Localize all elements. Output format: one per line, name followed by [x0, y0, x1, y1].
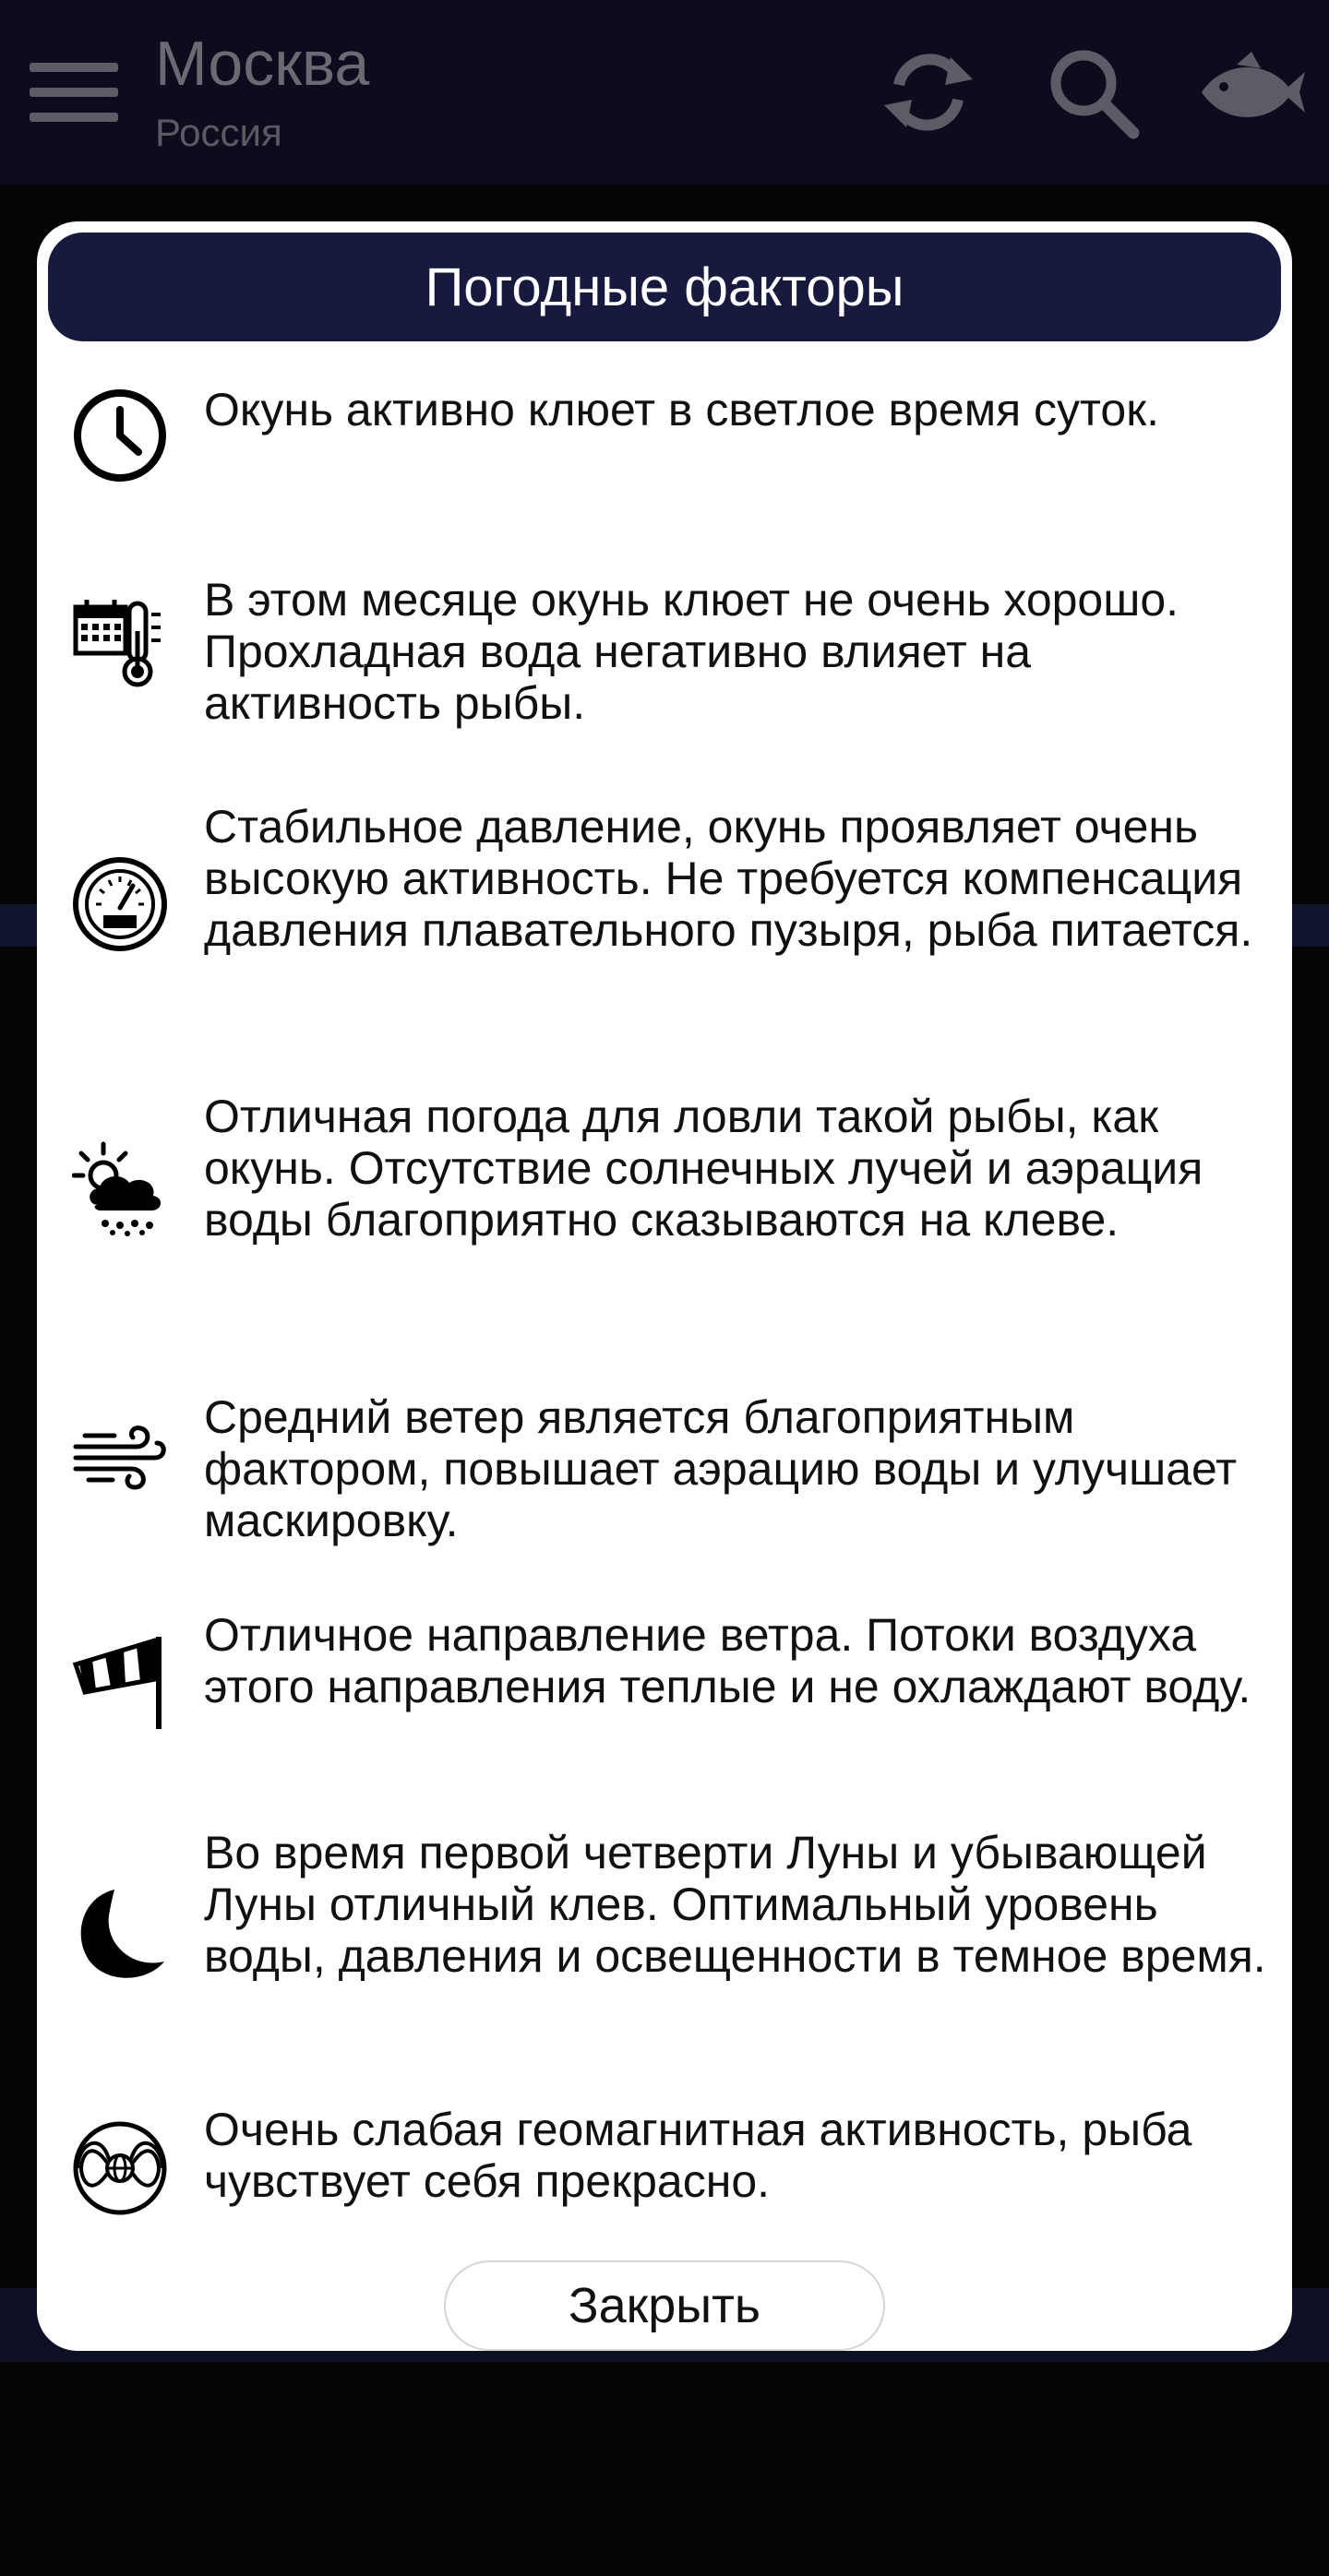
app-bar [0, 0, 1329, 185]
factor-text: Окунь активно клюет в светлое время суток. [204, 384, 1159, 435]
clock-icon [72, 388, 168, 483]
barometer-icon [72, 856, 168, 952]
geomagnetic-icon [72, 2120, 168, 2216]
factor-text: Отличная погода для ловли такой рыбы, как окунь. Отсутствие солнечных лучей и аэрация воды благоприятно сказываются на клеве. [204, 1091, 1203, 1246]
factor-text: Отличное направление ветра. Потоки воздуха этого направления теплые и не охлаждают воду. [204, 1609, 1251, 1712]
hamburger-menu-icon[interactable] [30, 63, 118, 122]
city-name: Москва [155, 29, 370, 99]
factor-text: Очень слабая геомагнитная активность, рыба чувствует себя прекрасно. [204, 2104, 1192, 2207]
calendar-thermometer-icon [72, 594, 168, 690]
dialog-title: Погодные факторы [48, 233, 1281, 341]
moon-icon [72, 1888, 168, 1984]
factor-text: Средний ветер является благоприятным фактором, повышает аэрацию воды и улучшает маскировку. [204, 1391, 1238, 1546]
weather-factors-dialog [37, 221, 1292, 2351]
fish-icon[interactable] [1196, 37, 1307, 148]
wind-icon [72, 1406, 168, 1502]
refresh-icon[interactable] [873, 37, 984, 148]
country-name: Россия [155, 111, 282, 154]
windsock-icon [72, 1633, 168, 1729]
factor-text: Во время первой четверти Луны и убывающей Луны отличный клев. Оптимальный уровень воды, давления и освещенности в темное время. [204, 1827, 1266, 1982]
factor-text: Стабильное давление, окунь проявляет очень высокую активность. Не требуется компенсация давления плавательного пузыря, рыба питается. [204, 801, 1253, 956]
close-button[interactable]: Закрыть [444, 2260, 885, 2351]
cloud-sun-rain-icon [72, 1140, 168, 1236]
factor-text: В этом месяце окунь клюет не очень хорошо. Прохладная вода негативно влияет на активность рыбы. [204, 574, 1179, 729]
search-icon[interactable] [1037, 37, 1148, 148]
